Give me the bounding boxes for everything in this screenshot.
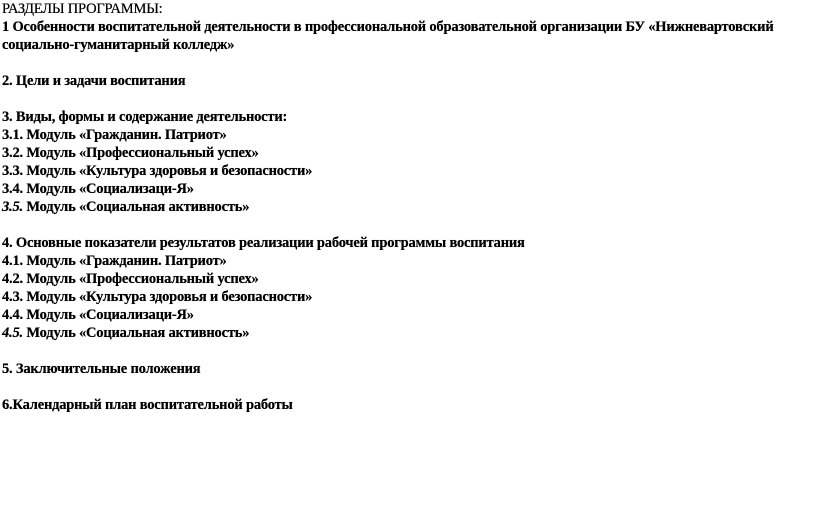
item-text: Модуль «Профессиональный успех» bbox=[22, 271, 259, 287]
spacer bbox=[2, 378, 814, 396]
section-3-title: 3. Виды, формы и содержание деятельности: bbox=[2, 109, 288, 125]
item-text: Модуль «Социальная активность» bbox=[22, 199, 250, 215]
section-3-item bbox=[2, 162, 814, 180]
section-1-title: 1 Особенности воспитательной деятельности в профессиональной образовательной организации БУ «Нижневартовский социально-гуманитарный колледж» bbox=[2, 19, 774, 53]
section-4-item bbox=[2, 252, 814, 270]
section-2-title: 2. Цели и задачи воспитания bbox=[2, 73, 186, 89]
item-number: 4.5. bbox=[2, 325, 23, 341]
section-4-item bbox=[2, 324, 814, 342]
section-3-item bbox=[2, 144, 814, 162]
item-number: 3.2. bbox=[2, 145, 23, 161]
item-text: Модуль «Культура здоровья и безопасности» bbox=[22, 289, 313, 305]
spacer bbox=[2, 216, 814, 234]
item-text: Модуль «Гражданин. Патриот» bbox=[22, 253, 227, 269]
section-4-title: 4. Основные показатели результатов реализации рабочей программы воспитания bbox=[2, 235, 525, 251]
item-number: 4.3. bbox=[2, 289, 23, 305]
section-4-item bbox=[2, 270, 814, 288]
spacer bbox=[2, 342, 814, 360]
section-5-title: 5. Заключительные положения bbox=[2, 361, 201, 377]
item-text: Модуль «Профессиональный успех» bbox=[22, 145, 259, 161]
item-text: Модуль «Культура здоровья и безопасности» bbox=[22, 163, 313, 179]
spacer bbox=[2, 90, 814, 108]
spacer bbox=[2, 54, 814, 72]
section-3-item bbox=[2, 180, 814, 198]
item-text: Модуль «Социальная активность» bbox=[22, 325, 250, 341]
section-4-item bbox=[2, 306, 814, 324]
item-number: 4.4. bbox=[2, 307, 23, 323]
section-6-title: 6.Календарный план воспитательной работы bbox=[2, 397, 293, 413]
document-heading: РАЗДЕЛЫ ПРОГРАММЫ: bbox=[2, 1, 163, 17]
section-3-item bbox=[2, 126, 814, 144]
item-number: 3.4. bbox=[2, 181, 23, 197]
item-number: 3.5. bbox=[2, 199, 23, 215]
item-number: 3.3. bbox=[2, 163, 23, 179]
item-text: Модуль «Гражданин. Патриот» bbox=[22, 127, 227, 143]
section-4-item bbox=[2, 288, 814, 306]
item-text: Модуль «Социализаци-Я» bbox=[22, 307, 194, 323]
item-number: 3.1. bbox=[2, 127, 23, 143]
section-3-item bbox=[2, 198, 814, 216]
item-number: 4.2. bbox=[2, 271, 23, 287]
item-text: Модуль «Социализаци-Я» bbox=[22, 181, 194, 197]
document-page bbox=[2, 0, 814, 414]
item-number: 4.1. bbox=[2, 253, 23, 269]
